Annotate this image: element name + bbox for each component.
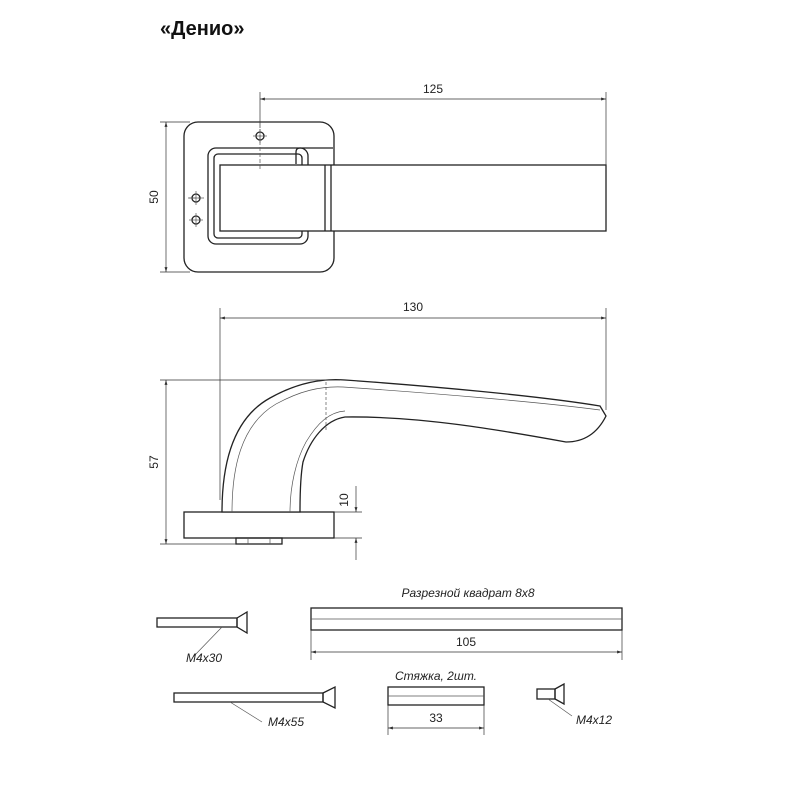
dim-label-125: 125 xyxy=(422,82,444,96)
dim-label-50: 50 xyxy=(147,190,161,204)
rosette-side xyxy=(184,512,334,538)
label-screw-short: M4x30 xyxy=(186,651,223,665)
dim-label-33: 33 xyxy=(429,711,443,725)
dim-label-10: 10 xyxy=(337,493,351,507)
top-view xyxy=(147,82,606,272)
spindle xyxy=(311,586,622,660)
tie xyxy=(388,669,484,735)
side-view xyxy=(147,300,606,560)
dim-label-105: 105 xyxy=(455,635,477,649)
dim-label-57: 57 xyxy=(147,455,161,469)
dim-label-130: 130 xyxy=(402,300,424,314)
handle-lever-top xyxy=(220,165,606,231)
label-spindle: Разрезной квадрат 8x8 xyxy=(401,586,535,600)
parts-list xyxy=(157,586,622,735)
handle-lever-side xyxy=(222,380,606,512)
screw-long xyxy=(174,687,335,729)
label-tie: Стяжка, 2шт. xyxy=(394,669,478,683)
spindle-stub xyxy=(236,538,282,544)
label-screw-long: M4x55 xyxy=(268,715,305,729)
screw-short xyxy=(157,612,247,665)
product-title: «Денио» xyxy=(160,18,245,40)
screw-small xyxy=(537,684,612,727)
screw-hole-icon xyxy=(189,213,203,227)
label-screw-small: M4x12 xyxy=(576,713,613,727)
